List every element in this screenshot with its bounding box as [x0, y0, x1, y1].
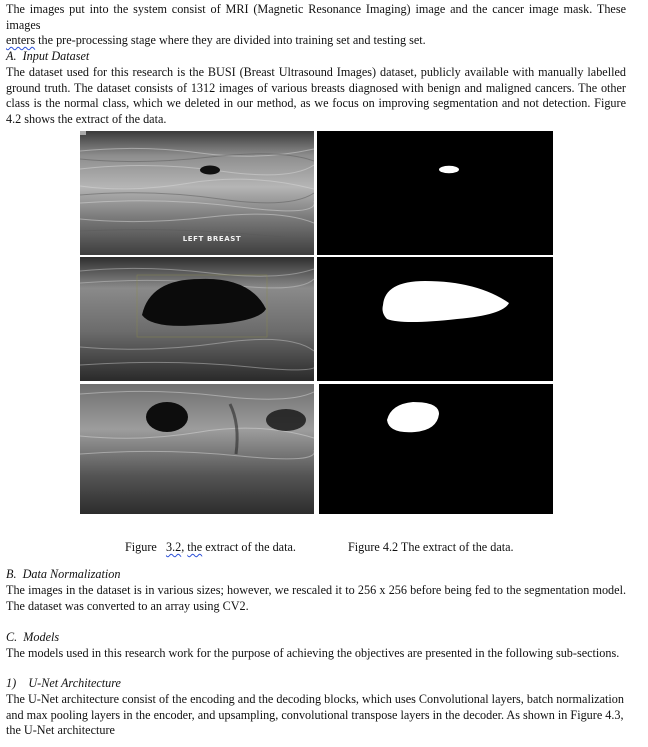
- spellcheck-word: enters: [6, 33, 36, 47]
- section-1-body: The U-Net architecture consist of the encoding and the decoding blocks, which uses Convolutional layers, batch normalization and max pooling layers in the encoder, and upsampling, convolutional transpose layers in the decoder. As shown in Figure 4.3, the U-Net architecture: [6, 692, 624, 737]
- section-c-body: The models used in this research work for the purpose of achieving the objectives are presented in the following sub-sections.: [6, 646, 620, 660]
- ultrasound-label: LEFT BREAST: [182, 235, 242, 243]
- ultrasound-image-3: [80, 384, 314, 514]
- section-a-body: The dataset used for this research is the BUSI (Breast Ultrasound Images) dataset, publicly available with manually labelled ground truth. The dataset consists of 1312 images of various breasts diagnosed with benign and maligned cancers. The other class is the normal class, which we deleted in our method, as we focus on improving segmentation and not detection. Figure 4.2 shows the extract of the data.: [6, 65, 626, 126]
- section-c-number: C.: [6, 630, 18, 644]
- ultrasound-image-2: [80, 257, 314, 381]
- section-b-body: The images in the dataset is in various sizes; however, we rescaled it to 256 x 256 before being fed to the segmentation model. The dataset was converted to an array using CV2.: [6, 583, 626, 613]
- caption-left-word: the: [187, 540, 203, 554]
- mask-image-2: [317, 257, 553, 381]
- intro-line-2: the pre-processing stage where they are divided into training set and testing set.: [35, 33, 426, 47]
- intro-paragraph: [6, 2, 626, 49]
- section-c-title: Models: [23, 630, 60, 644]
- section-b-heading: [6, 567, 120, 582]
- section-a-title: Input Dataset: [22, 49, 90, 63]
- section-b-title: Data Normalization: [22, 567, 121, 581]
- caption-left-number: 3.2: [165, 540, 182, 554]
- section-1-number: 1): [6, 676, 17, 690]
- mask-image-1: [317, 131, 553, 255]
- intro-line-1: The images put into the system consist of MRI (Magnetic Resonance Imaging) image and the cancer image mask. These images: [6, 2, 626, 32]
- mask-image-3: [319, 384, 553, 514]
- caption-left-prefix: Figure: [125, 540, 157, 554]
- section-1-heading: [6, 676, 121, 691]
- section-a-heading: [6, 49, 89, 64]
- section-a-number: A.: [6, 49, 17, 63]
- section-1-title: U-Net Architecture: [28, 676, 121, 690]
- figure-caption-right: Figure 4.2 The extract of the data.: [348, 540, 514, 554]
- ultrasound-image-1: [80, 131, 314, 255]
- caption-left-rest: extract of the data.: [202, 540, 296, 554]
- figure-caption-left: Figure 3.2, the extract of the data.: [125, 540, 296, 554]
- section-c-heading: [6, 630, 59, 645]
- section-b-number: B.: [6, 567, 17, 581]
